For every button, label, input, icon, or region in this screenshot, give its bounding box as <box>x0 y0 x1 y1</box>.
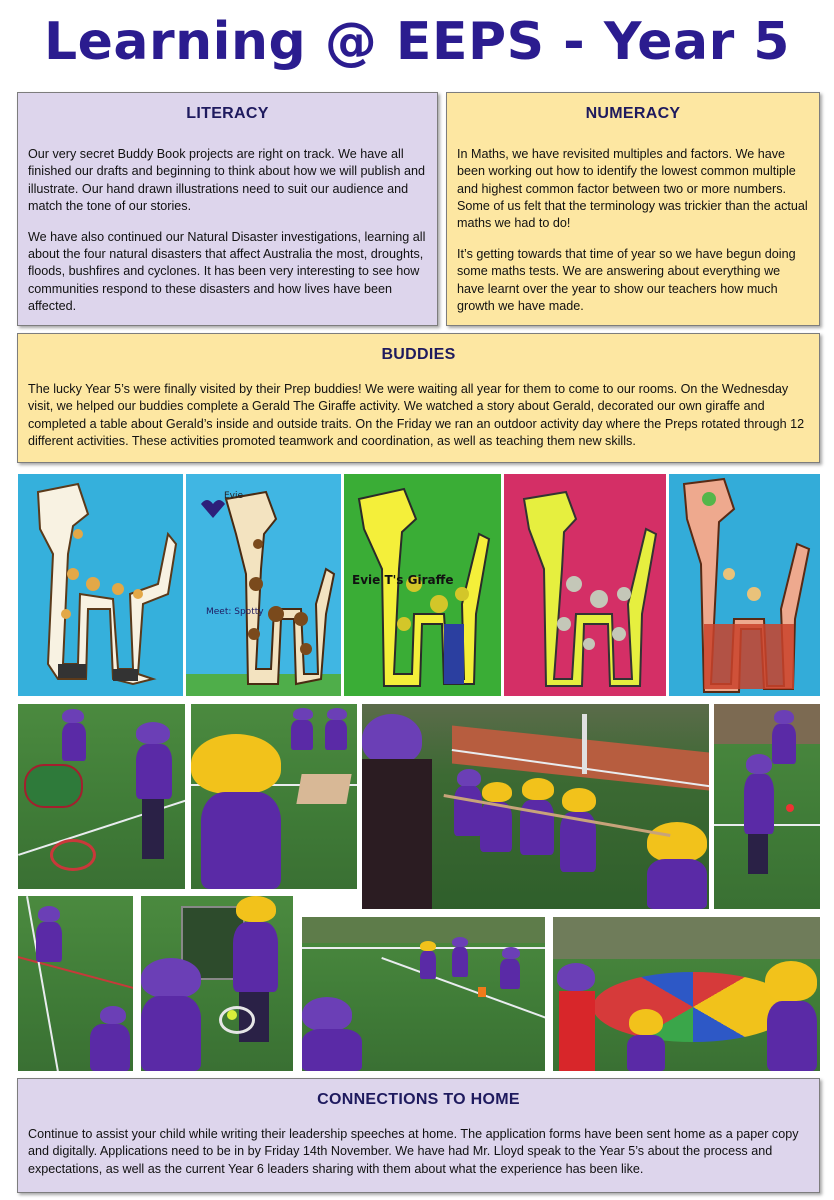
giraffe-caption-evie: Evie <box>224 491 244 501</box>
giraffe-drawing-icon <box>18 474 183 696</box>
giraffe-artwork-2 <box>186 474 341 696</box>
buddies-heading: BUDDIES <box>381 346 456 363</box>
activity-photo-parachute <box>553 917 820 1071</box>
connections-heading: CONNECTIONS TO HOME <box>317 1091 520 1108</box>
giraffe-drawing-icon <box>669 474 820 696</box>
activity-photo-tug-of-war <box>362 704 709 909</box>
giraffe-caption-meet: Meet: Spotty <box>206 607 264 617</box>
numeracy-paragraph-1: In Maths, we have revisited multiples and factors. We have been working out how to identify the lowest common multiple and highest common factor between two or more numbers. Some of us felt that the terminology was trickier than the actual maths we had to do! <box>457 147 808 231</box>
activity-photo-relay <box>302 917 545 1071</box>
giraffe-artwork-3 <box>344 474 501 696</box>
giraffe-artwork-1 <box>18 474 183 696</box>
activity-photo-egg-spoon <box>714 704 820 909</box>
numeracy-section <box>446 92 820 326</box>
activity-photo-beanbag <box>191 704 357 889</box>
literacy-paragraph-2: We have also continued our Natural Disaster investigations, learning all about the four natural disasters that affect Australia the most, droughts, floods, bushfires and cyclones. It has been very interesting to see how communities respond to these disasters and how lives have been affected. <box>28 230 426 313</box>
page-title: Learning @ EEPS - Year 5 <box>44 12 790 72</box>
activity-photo-throwing <box>18 896 133 1071</box>
literacy-section <box>17 92 438 326</box>
giraffe-drawing-icon <box>186 474 341 696</box>
giraffe-artwork-4 <box>504 474 666 696</box>
buddies-paragraph: The lucky Year 5’s were finally visited by their Prep buddies! We were waiting all year for them to come to our rooms. On the Wednesday visit, we helped our buddies complete a Gerald The Giraffe activity. We watched a story about Gerald, decorated our own giraffe and completed a table about Gerald’s inside and outside traits. On the Friday we ran an outdoor activity day where the Preps rotated through 12 different activities. These activities promoted teamwork and coordination, as well as teaching them new skills. <box>28 382 805 448</box>
activity-photo-tunnel <box>18 704 185 889</box>
giraffe-artwork-5 <box>669 474 820 696</box>
giraffe-drawing-icon <box>504 474 666 696</box>
literacy-heading: LITERACY <box>186 105 269 122</box>
literacy-paragraph-1: Our very secret Buddy Book projects are right on track. We have all finished our drafts and beginning to think about how we will publish and illustrate. Our hand drawn illustrations need to suit our audience and match the tone of our stories. <box>28 147 425 213</box>
giraffe-drawing-icon <box>344 474 501 696</box>
connections-section <box>17 1078 820 1193</box>
activity-photo-tennis <box>141 896 293 1071</box>
connections-paragraph: Continue to assist your child while writing their leadership speeches at home. The application forms have been sent home as a paper copy and digitally. Applications need to be in by Friday 14th November. We have had Mr. Lloyd speak to the Year 5’s about the process and expectations, as well as the current Year 6 leaders sharing with them about what the experience has been like. <box>28 1127 799 1176</box>
numeracy-paragraph-2: It’s getting towards that time of year so we have begun doing some maths tests. We are answering about everything we have learnt over the year to show our teachers how much growth we have made. <box>457 247 796 313</box>
buddies-section <box>17 333 820 463</box>
giraffe-caption-title: Evie T's Giraffe <box>352 573 454 587</box>
numeracy-heading: NUMERACY <box>585 105 681 122</box>
